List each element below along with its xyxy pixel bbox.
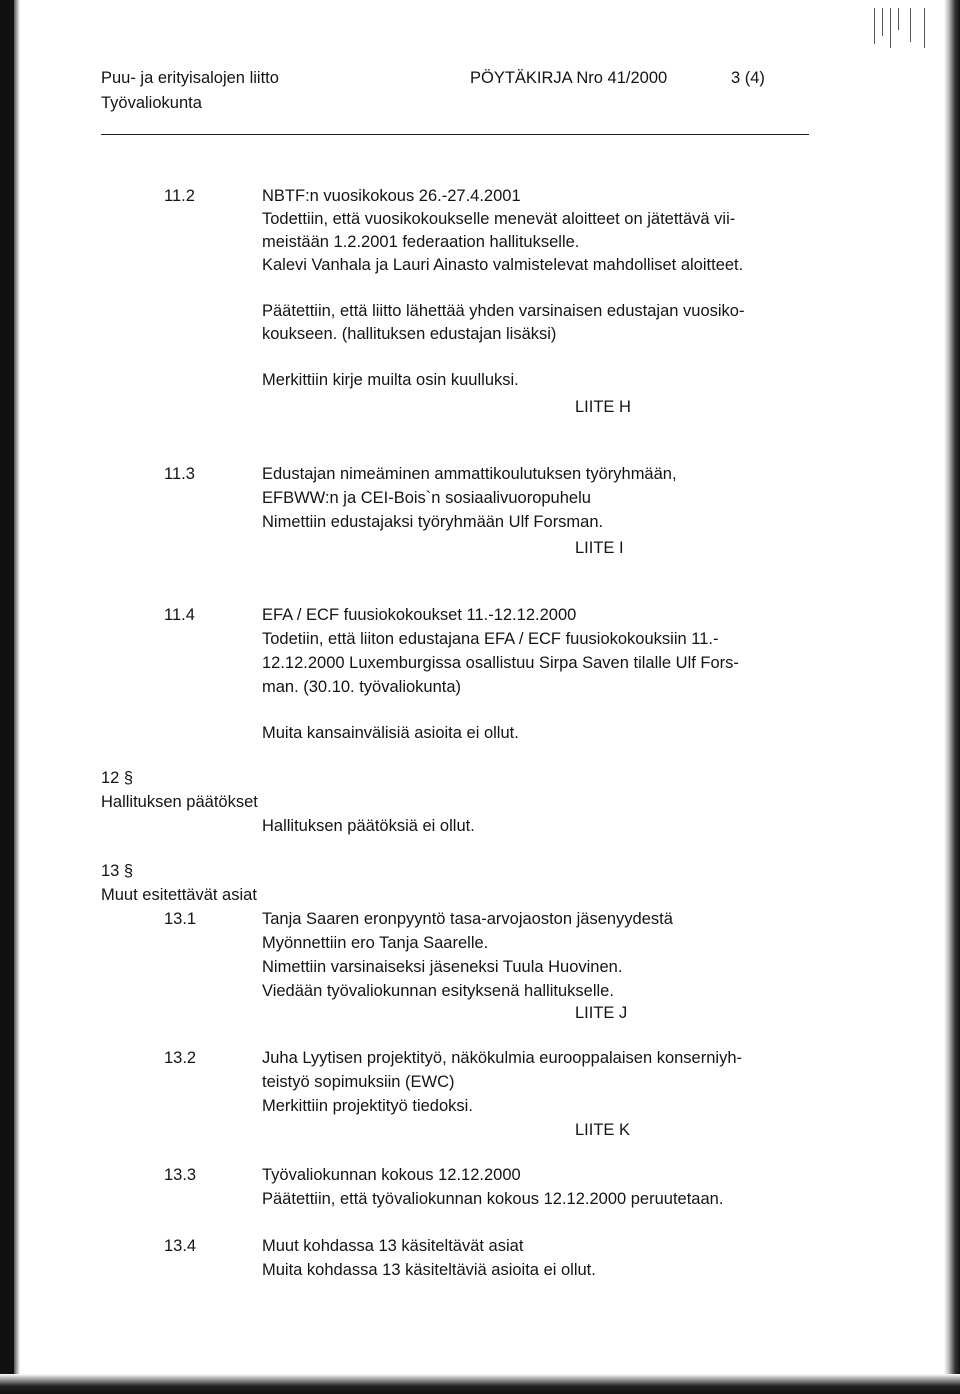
section-12-title: Hallituksen päätökset bbox=[101, 793, 258, 811]
item-13-1-heading: Tanja Saaren eronpyyntö tasa-arvojaoston jäsenyydestä bbox=[262, 910, 673, 928]
item-11-2-line: meistään 1.2.2001 federaation hallitukselle. bbox=[262, 233, 580, 251]
section-12-number: 12 § bbox=[101, 769, 134, 787]
attachment-liite-h: LIITE H bbox=[575, 398, 631, 416]
item-13-1-line: Viedään työvaliokunnan esityksenä hallitukselle. bbox=[262, 982, 614, 1000]
item-11-2-line: Merkittiin kirje muilta osin kuulluksi. bbox=[262, 371, 519, 389]
item-11-3-line: Nimettiin edustajaksi työryhmään Ulf Forsman. bbox=[262, 513, 604, 531]
header-page-number: 3 (4) bbox=[731, 69, 765, 87]
attachment-liite-k: LIITE K bbox=[575, 1121, 631, 1139]
item-11-4-line: man. (30.10. työvaliokunta) bbox=[262, 678, 462, 696]
attachment-liite-i: LIITE I bbox=[575, 539, 624, 557]
item-11-4-heading: EFA / ECF fuusiokokoukset 11.-12.12.2000 bbox=[262, 606, 577, 624]
item-number-13-1: 13.1 bbox=[164, 910, 197, 928]
item-number-11-3: 11.3 bbox=[164, 465, 195, 483]
item-13-3-line: Päätettiin, että työvaliokunnan kokous 12.12.2000 peruutetaan. bbox=[262, 1190, 724, 1208]
section-12-text: Hallituksen päätöksiä ei ollut. bbox=[262, 817, 475, 835]
item-11-2-line: Päätettiin, että liitto lähettää yhden varsinaisen edustajan vuosiko- bbox=[262, 302, 745, 320]
header-document-number: PÖYTÄKIRJA Nro 41/2000 bbox=[470, 69, 668, 87]
item-13-3-heading: Työvaliokunnan kokous 12.12.2000 bbox=[262, 1166, 521, 1184]
scan-edge-right bbox=[944, 0, 960, 1394]
item-number-13-3: 13.3 bbox=[164, 1166, 197, 1184]
header-rule bbox=[101, 134, 809, 135]
item-11-4-line: Todetiin, että liiton edustajana EFA / ECF fuusiokokouksiin 11.- bbox=[262, 630, 719, 648]
header-organization: Puu- ja erityisalojen liitto bbox=[101, 69, 279, 87]
item-13-1-line: Myönnettiin ero Tanja Saarelle. bbox=[262, 934, 489, 952]
item-13-2-line: teistyö sopimuksiin (EWC) bbox=[262, 1073, 455, 1091]
item-11-4-line: 12.12.2000 Luxemburgissa osallistuu Sirpa Saven tilalle Ulf Fors- bbox=[262, 654, 739, 672]
scan-mark bbox=[868, 8, 938, 48]
item-11-3-heading: Edustajan nimeäminen ammattikoulutuksen työryhmään, bbox=[262, 465, 677, 483]
item-13-2-heading: Juha Lyytisen projektityö, näkökulmia eurooppalaisen konserniyh- bbox=[262, 1049, 742, 1067]
item-11-4-line: Muita kansainvälisiä asioita ei ollut. bbox=[262, 724, 519, 742]
item-13-4-line: Muita kohdassa 13 käsiteltäviä asioita ei ollut. bbox=[262, 1261, 596, 1279]
item-11-2-heading: NBTF:n vuosikokous 26.-27.4.2001 bbox=[262, 187, 521, 205]
header-committee: Työvaliokunta bbox=[101, 94, 202, 112]
section-13-number: 13 § bbox=[101, 862, 134, 880]
scan-shadow-left bbox=[14, 0, 20, 1394]
scan-edge-left bbox=[0, 0, 14, 1394]
attachment-liite-j: LIITE J bbox=[575, 1004, 628, 1022]
item-number-13-4: 13.4 bbox=[164, 1237, 197, 1255]
item-number-11-4: 11.4 bbox=[164, 606, 195, 624]
item-11-2-line: Kalevi Vanhala ja Lauri Ainasto valmistelevat mahdolliset aloitteet. bbox=[262, 256, 744, 274]
item-11-2-line: koukseen. (hallituksen edustajan lisäksi) bbox=[262, 325, 557, 343]
item-13-4-heading: Muut kohdassa 13 käsiteltävät asiat bbox=[262, 1237, 524, 1255]
item-13-2-line: Merkittiin projektityö tiedoksi. bbox=[262, 1097, 473, 1115]
item-11-2-line: Todettiin, että vuosikokoukselle menevät aloitteet on jätettävä vii- bbox=[262, 210, 736, 228]
section-13-title: Muut esitettävät asiat bbox=[101, 886, 257, 904]
item-number-13-2: 13.2 bbox=[164, 1049, 197, 1067]
item-11-3-line: EFBWW:n ja CEI-Bois`n sosiaalivuoropuhelu bbox=[262, 489, 591, 507]
item-number-11-2: 11.2 bbox=[164, 187, 195, 205]
scan-edge-bottom bbox=[0, 1374, 960, 1394]
item-13-1-line: Nimettiin varsinaiseksi jäseneksi Tuula Huovinen. bbox=[262, 958, 623, 976]
